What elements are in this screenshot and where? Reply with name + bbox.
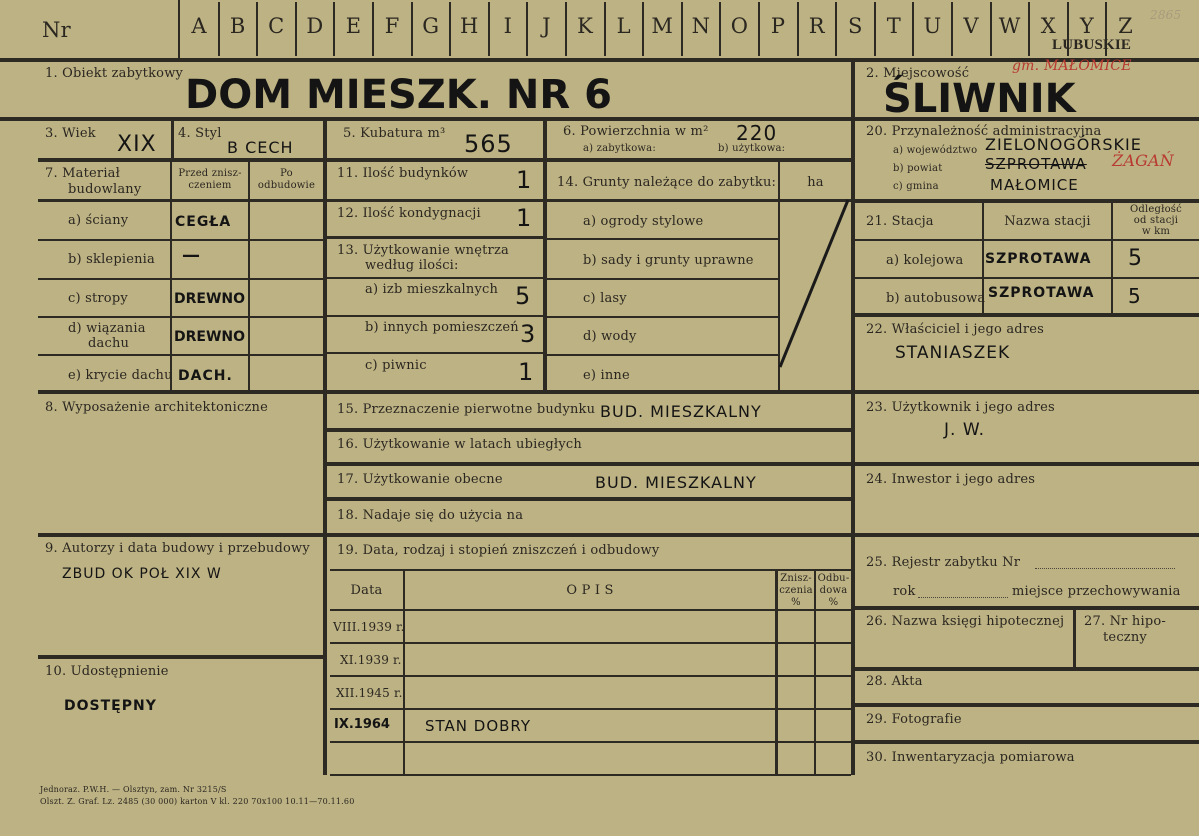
letter-divider <box>797 2 799 56</box>
letter-divider <box>642 2 644 56</box>
letter-a: A <box>191 14 207 38</box>
letter-divider <box>565 2 567 56</box>
f7-row-d-label: d) wiązania <box>68 321 146 336</box>
f25-miejsce: miejsce przechowywania <box>1012 584 1181 599</box>
letter-i: I <box>503 14 512 38</box>
f2-red-note: gm. MAŁOMICE <box>1012 58 1132 74</box>
f27-label-1: 27. Nr hipo- <box>1084 614 1166 629</box>
f7-row-a-value: CEGŁA <box>175 214 232 230</box>
f21-row-b-name: SZPROTAWA <box>988 285 1095 301</box>
f28-label: 28. Akta <box>866 674 923 689</box>
letter-divider <box>681 2 683 56</box>
letter-divider <box>874 2 876 56</box>
f21-row-b-dist: 5 <box>1128 284 1142 308</box>
f9-value: ZBUD OK POŁ XIX W <box>62 566 222 582</box>
f19-col-date: Data <box>350 583 383 598</box>
f13-row-c-label: c) piwnic <box>365 358 427 373</box>
f7-col-before-2: czeniem <box>188 180 232 191</box>
f14-label: 14. Grunty należące do zabytku: <box>557 175 777 190</box>
f13-row-a-value: 5 <box>515 282 532 310</box>
f26-label: 26. Nazwa księgi hipotecznej <box>866 614 1065 629</box>
f7-row-c-value: DREWNO <box>174 291 246 307</box>
f6-sub-b: b) użytkowa: <box>718 143 786 154</box>
f14-row-c: c) lasy <box>583 291 627 306</box>
f19-col-zn-1: Znisz- <box>780 573 812 584</box>
letter-divider <box>256 2 258 56</box>
letter-c: C <box>268 14 285 38</box>
f19-label: 19. Data, rodzaj i stopień zniszczeń i odbudowy <box>337 543 660 558</box>
f13-label-1: 13. Użytkowanie wnętrza <box>337 243 509 258</box>
f19-row-2-date: XI.1939 r. <box>340 653 402 667</box>
letter-o: O <box>730 14 748 38</box>
f19-col-od-1: Odbu- <box>817 573 850 584</box>
f9-label: 9. Autorzy i data budowy i przebudowy <box>45 541 310 556</box>
f25-label: 25. Rejestr zabytku Nr <box>866 555 1021 570</box>
f7-label-1: 7. Materiał <box>45 166 121 181</box>
letter-divider <box>218 2 220 56</box>
letter-divider <box>1028 2 1030 56</box>
f29-label: 29. Fotografie <box>866 712 962 727</box>
f7-row-a-label: a) ściany <box>68 213 129 228</box>
f20-b-label: b) powiat <box>893 163 943 174</box>
letter-v: V <box>963 14 979 38</box>
f14-strike-line <box>770 195 855 375</box>
f21-row-a-name: SZPROTAWA <box>985 251 1092 267</box>
f7-row-d-label-2: dachu <box>88 336 130 351</box>
f7-col-after-2: odbudowie <box>257 180 316 191</box>
f27-label-2: teczny <box>1103 630 1147 645</box>
footer-line-1: Jednoraz. P.W.H. — Olsztyn, zam. Nr 3215/S <box>40 785 227 794</box>
letter-p: P <box>770 14 786 38</box>
f1-label: 1. Obiekt zabytkowy <box>45 66 184 81</box>
f19-row-3-date: XII.1945 r. <box>336 686 403 700</box>
f14-row-a: a) ogrody stylowe <box>583 214 704 229</box>
letter-e: E <box>345 14 362 38</box>
f18-label: 18. Nadaje się do użycia na <box>337 508 524 523</box>
letter-m: M <box>651 14 673 38</box>
f7-label-2: budowlany <box>68 182 142 197</box>
f10-label: 10. Udostępnienie <box>45 664 169 679</box>
f21-row-b-label: b) autobusowa <box>886 291 986 306</box>
nr-label: Nr <box>42 18 71 42</box>
f20-label: 20. Przynależność administracyjna <box>866 124 1102 139</box>
f14-row-b: b) sady i grunty uprawne <box>583 253 754 268</box>
f8-label: 8. Wyposażenie architektoniczne <box>45 400 268 415</box>
f14-unit: ha <box>807 175 824 190</box>
f19-col-zn-2: czenia <box>779 585 813 596</box>
letter-f: F <box>384 14 400 38</box>
f19-row-4-opis: STAN DOBRY <box>425 717 532 735</box>
f7-col-before-1: Przed znisz- <box>178 168 242 179</box>
letter-divider <box>951 2 953 56</box>
f14-row-d: d) wody <box>583 329 637 344</box>
letter-y: Y <box>1079 14 1094 38</box>
letter-x: X <box>1040 14 1056 38</box>
f17-label: 17. Użytkowanie obecne <box>337 472 503 487</box>
letter-divider <box>604 2 606 56</box>
f25-dotted-line-2 <box>918 596 1008 598</box>
f6-value-b: 220 <box>736 121 778 145</box>
f21-col-name: Nazwa stacji <box>1004 214 1091 229</box>
f16-label: 16. Użytkowanie w latach ubiegłych <box>337 437 582 452</box>
f4-value: B CECH <box>227 138 294 157</box>
f21-row-a-label: a) kolejowa <box>886 253 964 268</box>
letter-j: J <box>542 14 551 38</box>
f11-label: 11. Ilość budynków <box>337 166 469 181</box>
letter-u: U <box>923 14 942 38</box>
letter-divider <box>912 2 914 56</box>
letter-t: T <box>886 14 901 38</box>
f6-label: 6. Powierzchnia w m² <box>563 124 709 139</box>
f3-value: XIX <box>117 132 157 157</box>
f12-label: 12. Ilość kondygnacji <box>337 206 481 221</box>
letter-z: Z <box>1118 14 1133 38</box>
f2-value: ŚLIWNIK <box>883 76 1076 122</box>
f5-value: 565 <box>464 130 513 158</box>
f13-row-b-value: 3 <box>520 320 537 348</box>
f7-row-c-label: c) stropy <box>68 291 128 306</box>
f1-value: DOM MIESZK. NR 6 <box>185 72 612 118</box>
f7-row-e-value: DACH. <box>178 368 233 384</box>
corner-number: 2865 <box>1150 8 1182 22</box>
f7-row-e-label: e) krycie dachu <box>68 368 173 383</box>
f10-value: DOSTĘPNY <box>64 698 157 714</box>
f20-a-value: ZIELONOGÓRSKIE <box>985 135 1142 154</box>
letter-divider <box>372 2 374 56</box>
footer-line-2: Olszt. Z. Graf. Lz. 2485 (30 000) karton V kl. 220 70x100 10.11—70.11.60 <box>40 797 355 806</box>
letter-divider <box>333 2 335 56</box>
letter-divider <box>835 2 837 56</box>
f12-value: 1 <box>516 204 533 232</box>
letter-divider <box>488 2 490 56</box>
f21-col-dist-3: w km <box>1141 226 1171 237</box>
f20-b-red: ŻAGAŃ <box>1112 151 1175 170</box>
f5-label: 5. Kubatura m³ <box>343 126 446 141</box>
letter-divider <box>449 2 451 56</box>
f3-label: 3. Wiek <box>45 126 96 141</box>
f21-label: 21. Stacja <box>866 214 934 229</box>
f13-row-c-value: 1 <box>518 358 535 386</box>
f7-row-b-value: — <box>182 245 201 266</box>
f21-col-dist-1: Odległość <box>1130 204 1182 215</box>
letter-divider <box>990 2 992 56</box>
letter-b: B <box>229 14 246 38</box>
f4-label: 4. Styl <box>178 126 222 141</box>
f25-rok: rok <box>893 584 916 599</box>
f13-label-2: według ilości: <box>365 258 459 273</box>
f19-col-opis: O P I S <box>566 583 614 598</box>
f15-label: 15. Przeznaczenie pierwotne budynku <box>337 402 596 417</box>
f19-row-1-date: VIII.1939 r. <box>333 620 405 634</box>
f17-value: BUD. MIESZKALNY <box>595 473 757 492</box>
region-stamp: LUBUSKIE <box>1052 37 1132 53</box>
f30-label: 30. Inwentaryzacja pomiarowa <box>866 750 1075 765</box>
letter-n: N <box>691 14 710 38</box>
f20-a-label: a) województwo <box>893 145 978 156</box>
f13-row-b-label: b) innych pomieszczeń <box>365 320 519 335</box>
f7-row-d-value: DREWNO <box>174 329 246 345</box>
f19-col-od-3: % <box>828 597 839 608</box>
f14-row-e: e) inne <box>583 368 630 383</box>
f23-value: J. W. <box>944 420 986 440</box>
f24-label: 24. Inwestor i jego adres <box>866 472 1036 487</box>
letter-divider <box>719 2 721 56</box>
f13-row-a-label: a) izb mieszkalnych <box>365 282 499 297</box>
f7-col-after-1: Po <box>280 168 293 179</box>
f22-label: 22. Właściciel i jego adres <box>866 322 1045 337</box>
letter-divider <box>295 2 297 56</box>
f20-c-label: c) gmina <box>893 181 939 192</box>
f20-c-value: MAŁOMICE <box>990 176 1079 194</box>
letter-g: G <box>422 14 439 38</box>
f19-col-od-2: dowa <box>819 585 848 596</box>
f2-label: 2. Miejscowość <box>866 66 970 81</box>
f19-row-4-date: IX.1964 <box>334 717 390 732</box>
letter-divider <box>411 2 413 56</box>
letter-divider <box>758 2 760 56</box>
f21-row-a-dist: 5 <box>1128 246 1143 271</box>
letter-divider <box>526 2 528 56</box>
letter-k: K <box>577 14 593 38</box>
f11-value: 1 <box>516 166 533 194</box>
letter-l: L <box>616 14 631 38</box>
letter-r: R <box>808 14 825 38</box>
f25-dotted-line-1 <box>1035 567 1175 569</box>
f6-sub-a: a) zabytkowa: <box>583 143 656 154</box>
f15-value: BUD. MIESZKALNY <box>600 402 762 421</box>
f20-b-value: SZPROTAWA <box>985 155 1087 173</box>
letter-s: S <box>847 14 863 38</box>
f7-row-b-label: b) sklepienia <box>68 252 155 267</box>
f21-col-dist-2: od stacji <box>1133 215 1179 226</box>
letter-h: H <box>460 14 479 38</box>
f19-col-zn-3: % <box>791 597 801 608</box>
letter-d: D <box>306 14 324 38</box>
letter-w: W <box>998 14 1021 38</box>
f23-label: 23. Użytkownik i jego adres <box>866 400 1055 415</box>
f22-value: STANIASZEK <box>895 343 1011 363</box>
